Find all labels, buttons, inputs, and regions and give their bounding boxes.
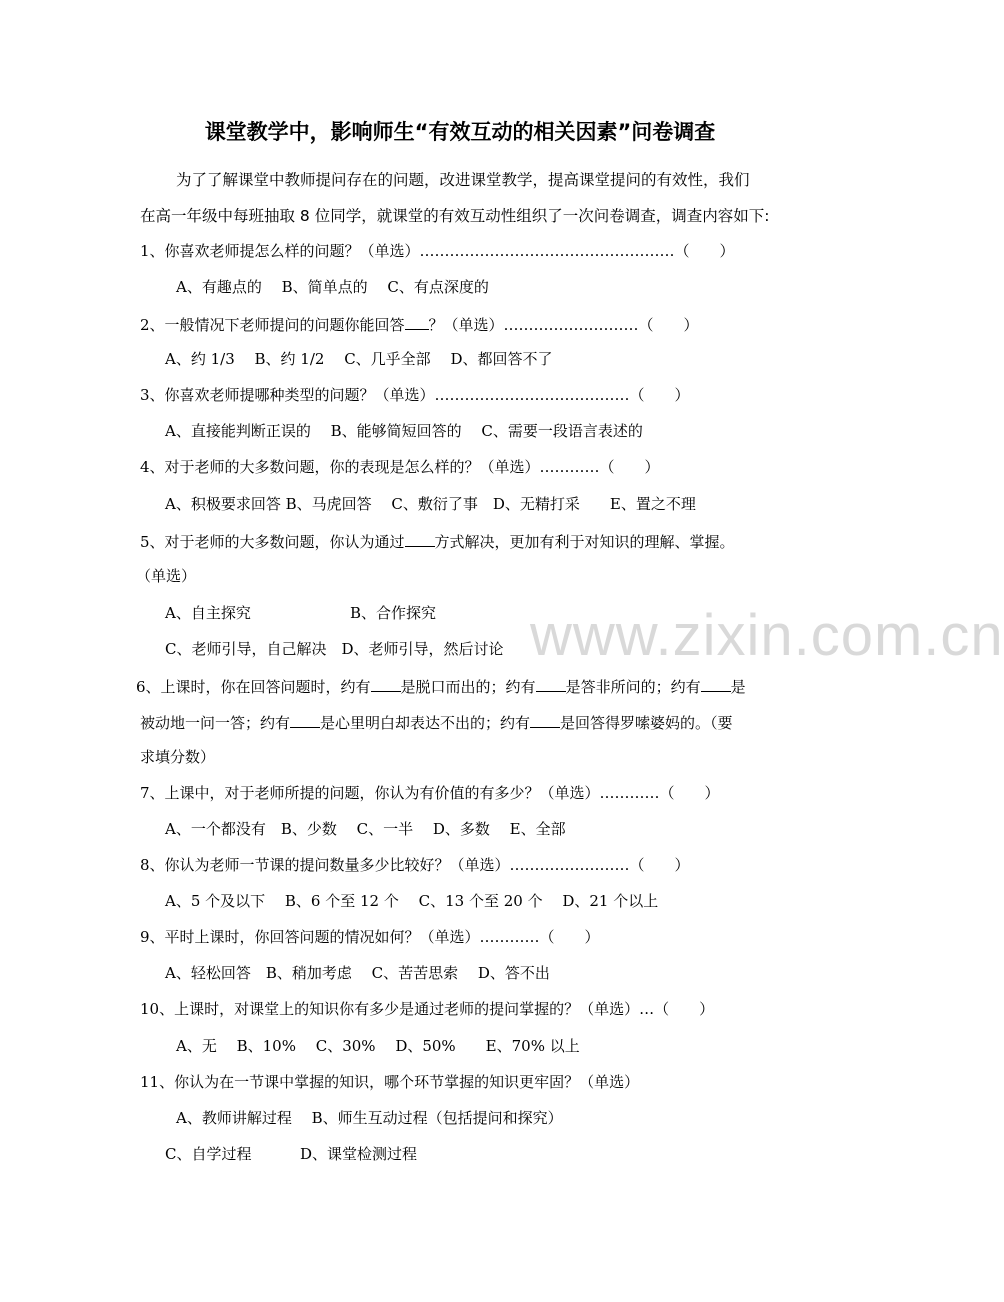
- question-6-part-1: 6、上课时，你在回答问题时，约有: [136, 678, 371, 696]
- question-8-options: A、5 个及以下 B、6 个至 12 个 C、13 个至 20 个 D、21 个以上: [165, 892, 659, 910]
- question-7-options: A、一个都没有 B、少数 C、一半 D、多数 E、全部: [165, 820, 566, 838]
- question-11-option-d: D、课堂检测过程: [300, 1145, 418, 1163]
- question-2-suffix: ？（单选）………………………（ ）: [428, 316, 699, 334]
- question-5-option-b: B、合作探究: [350, 604, 437, 622]
- question-3-options: A、直接能判断正误的 B、能够简短回答的 C、需要一段语言表述的: [165, 422, 643, 440]
- question-5: [140, 530, 735, 552]
- question-6-part-4: 是: [730, 678, 746, 696]
- answer-blank[interactable]: [536, 675, 566, 692]
- answer-blank[interactable]: [371, 675, 401, 692]
- question-10-options: A、无 B、10% C、30% D、50% E、70% 以上: [176, 1037, 580, 1055]
- question-2: [140, 313, 699, 335]
- question-7: 7、上课中，对于老师所提的问题，你认为有价值的有多少？（单选）…………（ ）: [140, 784, 720, 802]
- answer-blank[interactable]: [530, 711, 560, 728]
- question-6-part-6: 是心里明白却表达不出的；约有: [320, 714, 531, 732]
- question-5-options-cd: C、老师引导，自己解决 D、老师引导，然后讨论: [165, 640, 504, 658]
- answer-blank[interactable]: [290, 711, 320, 728]
- question-5-continued: （单选）: [136, 567, 197, 585]
- question-5-text: 5、对于老师的大多数问题，你认为通过: [140, 533, 405, 551]
- question-1-options: A、有趣点的 B、简单点的 C、有点深度的: [176, 278, 489, 296]
- question-6-part-2: 是脱口而出的；约有: [400, 678, 536, 696]
- question-2-options: A、约 1/3 B、约 1/2 C、几乎全部 D、都回答不了: [165, 350, 553, 368]
- page-title: 课堂教学中，影响师生“有效互动的相关因素”问卷调查: [204, 120, 716, 144]
- answer-blank[interactable]: [405, 313, 429, 330]
- watermark: www.zixin.com.cn: [530, 603, 1004, 668]
- answer-blank[interactable]: [701, 675, 731, 692]
- question-5-suffix: 方式解决，更加有利于对知识的理解、掌握。: [434, 533, 735, 551]
- question-10: 10、上课时，对课堂上的知识你有多少是通过老师的提问掌握的？（单选）…（ ）: [140, 1000, 715, 1018]
- question-5-option-a: A、自主探究: [165, 604, 251, 622]
- question-11: 11、你认为在一节课中掌握的知识，哪个环节掌握的知识更牢固？（单选）: [140, 1073, 640, 1091]
- question-6-line-2: [140, 711, 733, 733]
- question-4: 4、对于老师的大多数问题，你的表现是怎么样的？（单选）…………（ ）: [140, 458, 660, 476]
- question-6-part-7: 是回答得罗嗦婆妈的。（要: [560, 714, 733, 732]
- question-6-line-3: 求填分数）: [140, 748, 216, 766]
- answer-blank[interactable]: [405, 530, 435, 547]
- question-11-option-c: C、自学过程: [165, 1145, 252, 1163]
- question-2-text: 2、一般情况下老师提问的问题你能回答: [140, 316, 405, 334]
- question-6-part-5: 被动地一问一答；约有: [140, 714, 291, 732]
- question-4-options: A、积极要求回答 B、马虎回答 C、敷衍了事 D、无精打采 E、置之不理: [165, 495, 696, 513]
- intro-line-2: 在高一年级中每班抽取 8 位同学，就课堂的有效互动性组织了一次问卷调查，调查内容如下:: [140, 207, 770, 225]
- question-1: 1、你喜欢老师提怎么样的问题？（单选）……………………………………………（ ）: [140, 242, 735, 260]
- question-9-options: A、轻松回答 B、稍加考虑 C、苦苦思索 D、答不出: [165, 964, 550, 982]
- question-6-part-3: 是答非所问的；约有: [565, 678, 701, 696]
- question-3: 3、你喜欢老师提哪种类型的问题？（单选）…………………………………（ ）: [140, 386, 690, 404]
- question-11-options-ab: A、教师讲解过程 B、师生互动过程（包括提问和探究）: [176, 1109, 563, 1127]
- question-9: 9、平时上课时，你回答问题的情况如何？（单选）…………（ ）: [140, 928, 600, 946]
- question-6: [136, 675, 746, 697]
- question-8: 8、你认为老师一节课的提问数量多少比较好？（单选）……………………（ ）: [140, 856, 690, 874]
- intro-line-1: 为了了解课堂中教师提问存在的问题，改进课堂教学，提高课堂提问的有效性，我们: [176, 171, 750, 189]
